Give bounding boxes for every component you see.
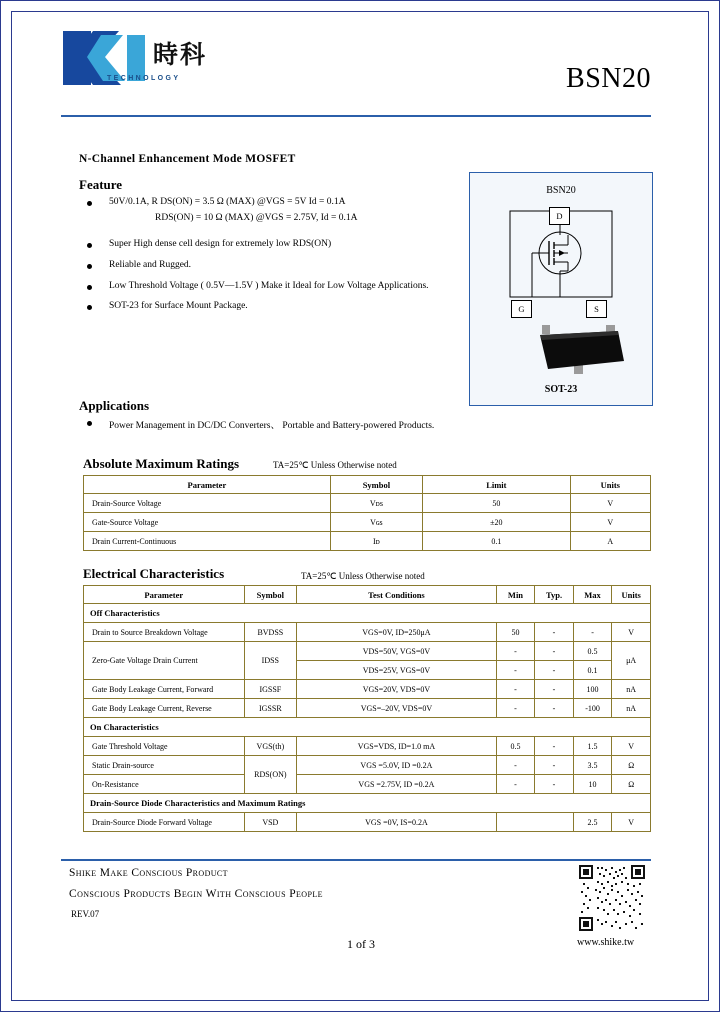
table-cell: 3.5 [573, 756, 612, 775]
table-cell: VGS =5.0V, ID =0.2A [297, 756, 497, 775]
diagram-title: BSN20 [546, 185, 576, 196]
table-group-row [84, 794, 651, 813]
logo-technology-text: TECHNOLOGY [107, 75, 181, 82]
website-url: www.shike.tw [577, 937, 635, 948]
table-row [84, 737, 651, 756]
feature-item-text: SOT-23 for Surface Mount Package. [109, 301, 248, 312]
table-cell: IGSSR [244, 699, 297, 718]
table-cell: VSD [244, 813, 297, 832]
table-cell: A [570, 532, 650, 551]
table-cell: IGSSF [244, 680, 297, 699]
table-cell: Drain-Source Diode Forward Voltage [84, 813, 245, 832]
table-cell: -100 [573, 699, 612, 718]
table-cell: nA [612, 699, 651, 718]
table-cell: 2.5 [573, 813, 612, 832]
package-label: SOT-23 [544, 384, 578, 395]
table-cell: Gate Threshold Voltage [84, 737, 245, 756]
feature-item-text: 50V/0.1A, R DS(ON) = 3.5 Ω (MAX) @VGS = 5V Id = 0.1A [109, 197, 346, 207]
column-header: Test Conditions [297, 586, 497, 604]
bullet-icon [87, 201, 92, 206]
column-header: Max [573, 586, 612, 604]
page-number: 1 of 3 [347, 937, 375, 951]
table-row [84, 532, 651, 551]
table-cell: 10 [573, 775, 612, 794]
column-header: Typ. [535, 586, 574, 604]
header-divider [61, 115, 651, 117]
table-cell: - [496, 756, 535, 775]
table-cell: 0.5 [573, 642, 612, 661]
bullet-icon [87, 305, 92, 310]
table-cell: - [535, 775, 574, 794]
table-cell: - [496, 661, 535, 680]
group-label: Drain-Source Diode Characteristics and Maximum Ratings [84, 794, 651, 813]
table-cell: VGS =0V, IS=0.2A [297, 813, 497, 832]
bullet-icon [87, 243, 92, 248]
table-cell: Iᴅ [330, 532, 422, 551]
list-item [83, 197, 463, 225]
column-header: Symbol [330, 476, 422, 494]
feature-item-text: Reliable and Rugged. [109, 259, 192, 270]
footer-slogan-2: Conscious Products Begin With Conscious People [69, 888, 323, 900]
table-cell: - [535, 642, 574, 661]
column-header: Symbol [244, 586, 297, 604]
table-header-row [84, 476, 651, 494]
table-cell: 0.1 [423, 532, 571, 551]
column-header: Min [496, 586, 535, 604]
list-item [83, 417, 513, 431]
table-cell: VGS=–20V, VDS=0V [297, 699, 497, 718]
absolute-max-heading: Absolute Maximum Ratings [83, 456, 240, 471]
table-cell: Drain-Source Voltage [84, 494, 331, 513]
footer-slogan-1: Shike Make Conscious Product [69, 867, 228, 879]
company-logo [61, 29, 271, 101]
table-cell: VDS=25V, VGS=0V [297, 661, 497, 680]
column-header: Units [612, 586, 651, 604]
absolute-max-note: TA=25℃ Unless Otherwise noted [273, 460, 397, 470]
revision-label: REV.07 [71, 909, 100, 919]
applications-list [83, 417, 513, 440]
absolute-max-table [83, 475, 651, 551]
table-cell: Gate-Source Voltage [84, 513, 331, 532]
table-cell: VGS=VDS, ID=1.0 mA [297, 737, 497, 756]
table-cell: VGS=0V, ID=250μA [297, 623, 497, 642]
table-row [84, 813, 651, 832]
table-cell: Static Drain-source [84, 756, 245, 775]
table-cell: - [496, 775, 535, 794]
table-row [84, 775, 651, 794]
table-cell: Vɢs [330, 513, 422, 532]
group-label: Off Characteristics [84, 604, 651, 623]
table-cell: V [570, 494, 650, 513]
table-cell: Drain to Source Breakdown Voltage [84, 623, 245, 642]
table-cell: - [573, 623, 612, 642]
pin-label-drain: D [549, 207, 570, 225]
table-row [84, 513, 651, 532]
electrical-heading: Electrical Characteristics [83, 566, 225, 581]
column-header: Limit [423, 476, 571, 494]
table-cell: V [612, 737, 651, 756]
table-row [84, 680, 651, 699]
applications-heading: Applications [79, 398, 150, 413]
table-cell: VGS =2.75V, ID =0.2A [297, 775, 497, 794]
table-cell: VGS=20V, VDS=0V [297, 680, 497, 699]
table-cell [496, 813, 573, 832]
table-cell: Vᴅs [330, 494, 422, 513]
bullet-icon [87, 421, 92, 426]
table-cell: - [535, 680, 574, 699]
pin-label-source: S [586, 300, 607, 318]
list-item [83, 260, 463, 272]
list-item [83, 301, 463, 313]
table-cell: 100 [573, 680, 612, 699]
table-cell: Ω [612, 775, 651, 794]
feature-item-text: Super High dense cell design for extremely low RDS(ON) [109, 238, 332, 249]
footer-divider [61, 859, 651, 861]
table-row [84, 623, 651, 642]
table-cell: Zero-Gate Voltage Drain Current [84, 642, 245, 680]
table-cell: Gate Body Leakage Current, Forward [84, 680, 245, 699]
pin-label-gate: G [511, 300, 532, 318]
page-header [61, 21, 651, 113]
table-cell: IDSS [244, 642, 297, 680]
table-cell: On-Resistance [84, 775, 245, 794]
table-row [84, 756, 651, 775]
table-cell: nA [612, 680, 651, 699]
list-item [83, 281, 463, 293]
electrical-characteristics-table [83, 585, 651, 832]
table-cell: 50 [496, 623, 535, 642]
table-row [84, 494, 651, 513]
table-cell: 50 [423, 494, 571, 513]
group-label: On Characteristics [84, 718, 651, 737]
table-cell: - [496, 699, 535, 718]
table-cell: - [496, 680, 535, 699]
feature-item-text: Low Threshold Voltage ( 0.5V—1.5V ) Make it Ideal for Low Voltage Applications. [109, 280, 429, 291]
document-title: N-Channel Enhancement Mode MOSFET [79, 153, 296, 165]
table-header-row [84, 586, 651, 604]
table-cell: - [535, 623, 574, 642]
table-cell: V [612, 813, 651, 832]
part-number: BSN20 [566, 63, 651, 94]
table-cell: VDS=50V, VGS=0V [297, 642, 497, 661]
table-cell: - [535, 737, 574, 756]
qr-code-icon [579, 865, 645, 931]
application-item-text: Power Management in DC/DC Converters、 Portable and Battery-powered Products. [109, 421, 435, 431]
bullet-icon [87, 285, 92, 290]
column-header: Parameter [84, 586, 245, 604]
table-cell: 0.1 [573, 661, 612, 680]
electrical-note: TA=25℃ Unless Otherwise noted [301, 571, 425, 581]
table-cell: 1.5 [573, 737, 612, 756]
logo-chinese-text: 時科 [153, 40, 208, 69]
table-cell: V [570, 513, 650, 532]
feature-heading: Feature [79, 177, 123, 192]
table-cell: Drain Current-Continuous [84, 532, 331, 551]
table-cell: V [612, 623, 651, 642]
table-cell: - [535, 661, 574, 680]
column-header: Units [570, 476, 650, 494]
feature-list [83, 197, 463, 322]
bullet-icon [87, 264, 92, 269]
table-row [84, 642, 651, 661]
table-cell: - [535, 756, 574, 775]
table-row [84, 699, 651, 718]
table-cell: RDS(ON) [244, 756, 297, 794]
package-diagram-panel [469, 172, 653, 406]
table-cell: BVDSS [244, 623, 297, 642]
column-header: Parameter [84, 476, 331, 494]
table-cell: Ω [612, 756, 651, 775]
feature-item-subtext: RDS(ON) = 10 Ω (MAX) @VGS = 2.75V, Id = 0.1A [155, 212, 358, 223]
table-cell: - [496, 642, 535, 661]
table-cell: ±20 [423, 513, 571, 532]
table-group-row [84, 718, 651, 737]
table-cell: VGS(th) [244, 737, 297, 756]
table-cell: - [535, 699, 574, 718]
list-item [83, 239, 463, 251]
sot23-package-icon [534, 321, 630, 379]
table-cell: μA [612, 642, 651, 680]
table-cell: Gate Body Leakage Current, Reverse [84, 699, 245, 718]
table-cell: 0.5 [496, 737, 535, 756]
table-group-row [84, 604, 651, 623]
